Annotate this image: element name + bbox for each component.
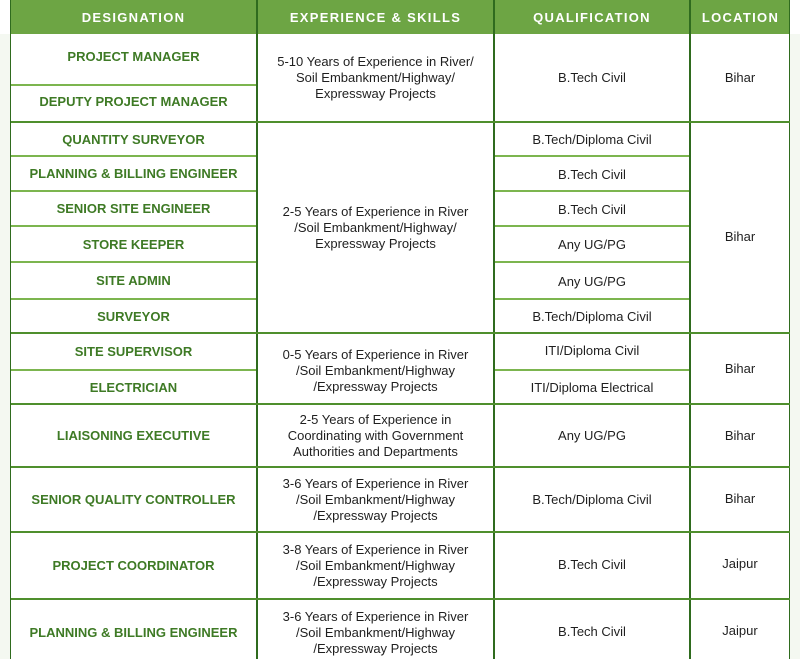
qualification-cell: B.Tech/Diploma Civil: [532, 492, 652, 507]
designation-cell: PLANNING & BILLING ENGINEER: [29, 166, 238, 181]
experience-line: 5-10 Years of Experience in River/: [277, 53, 474, 69]
qualification-cell: B.Tech Civil: [558, 167, 626, 182]
experience-line: /Soil Embankment/Highway: [296, 362, 455, 378]
experience-cell: [258, 533, 493, 598]
experience-line: Expressway Projects: [315, 235, 436, 251]
header-qualification: QUALIFICATION: [495, 0, 689, 34]
experience-cell: [258, 123, 493, 332]
qualification-cell: B.Tech Civil: [558, 202, 626, 217]
designation-cell: SITE SUPERVISOR: [74, 344, 193, 359]
location-cell: Bihar: [724, 361, 756, 376]
experience-line: /Soil Embankment/Highway: [296, 624, 455, 640]
experience-line: 0-5 Years of Experience in River: [282, 346, 469, 362]
experience-line: 3-6 Years of Experience in River: [282, 608, 469, 624]
designation-cell: PLANNING & BILLING ENGINEER: [29, 625, 238, 640]
qualification-cell: B.Tech Civil: [558, 70, 626, 85]
qualification-cell: ITI/Diploma Electrical: [530, 379, 654, 395]
location-cell: Bihar: [724, 490, 756, 506]
designation-cell: SENIOR SITE ENGINEER: [56, 201, 211, 216]
experience-line: /Expressway Projects: [313, 507, 438, 523]
grid-line: [789, 0, 790, 659]
qualification-cell: B.Tech Civil: [558, 623, 626, 639]
experience-line: /Soil Embankment/Highway: [296, 491, 455, 507]
experience-line: /Soil Embankment/Highway: [296, 557, 455, 573]
designation-cell: LIAISONING EXECUTIVE: [56, 428, 211, 443]
location-cell: Bihar: [724, 70, 756, 85]
experience-line: 2-5 Years of Experience in River: [282, 203, 469, 219]
designation-cell: STORE KEEPER: [82, 236, 185, 252]
qualification-cell: Any UG/PG: [558, 236, 626, 252]
qualification-cell: B.Tech/Diploma Civil: [532, 308, 652, 324]
experience-cell: [258, 34, 493, 121]
qualification-cell: B.Tech/Diploma Civil: [532, 131, 652, 147]
experience-cell: [258, 334, 493, 407]
experience-line: /Expressway Projects: [313, 640, 438, 656]
designation-cell: PROJECT COORDINATOR: [52, 558, 215, 573]
right-margin: [790, 34, 800, 659]
experience-line: 3-8 Years of Experience in River: [282, 541, 469, 557]
header-designation: DESIGNATION: [11, 0, 256, 34]
experience-line: /Soil Embankment/Highway/: [294, 219, 457, 235]
experience-line: /Expressway Projects: [313, 378, 438, 394]
experience-line: 2-5 Years of Experience in: [299, 411, 452, 427]
location-cell: Jaipur: [722, 622, 758, 638]
experience-line: Soil Embankment/Highway/: [296, 69, 455, 85]
header-experience: EXPERIENCE & SKILLS: [258, 0, 493, 34]
designation-cell: SURVEYOR: [97, 308, 170, 324]
experience-line: Authorities and Departments: [293, 443, 458, 459]
experience-cell: [258, 405, 493, 466]
location-cell: Bihar: [724, 228, 756, 244]
experience-line: Coordinating with Government: [287, 427, 464, 443]
designation-cell: DEPUTY PROJECT MANAGER: [39, 93, 228, 109]
designation-cell: SENIOR QUALITY CONTROLLER: [31, 492, 236, 507]
header-location: LOCATION: [691, 0, 790, 34]
location-cell: Bihar: [724, 428, 756, 443]
designation-cell: ELECTRICIAN: [89, 379, 178, 395]
experience-line: 3-6 Years of Experience in River: [282, 475, 469, 491]
qualification-cell: Any UG/PG: [558, 428, 626, 443]
designation-cell: QUANTITY SURVEYOR: [62, 132, 205, 147]
designation-cell: SITE ADMIN: [96, 273, 171, 288]
qualification-cell: ITI/Diploma Civil: [544, 343, 640, 358]
qualification-cell: Any UG/PG: [558, 274, 626, 289]
experience-line: /Expressway Projects: [313, 573, 438, 589]
experience-line: Expressway Projects: [315, 85, 436, 101]
location-cell: Jaipur: [722, 555, 758, 571]
designation-cell: PROJECT MANAGER: [67, 48, 200, 64]
experience-cell: [258, 600, 493, 665]
experience-cell: [258, 468, 493, 531]
qualification-cell: B.Tech Civil: [558, 556, 626, 572]
